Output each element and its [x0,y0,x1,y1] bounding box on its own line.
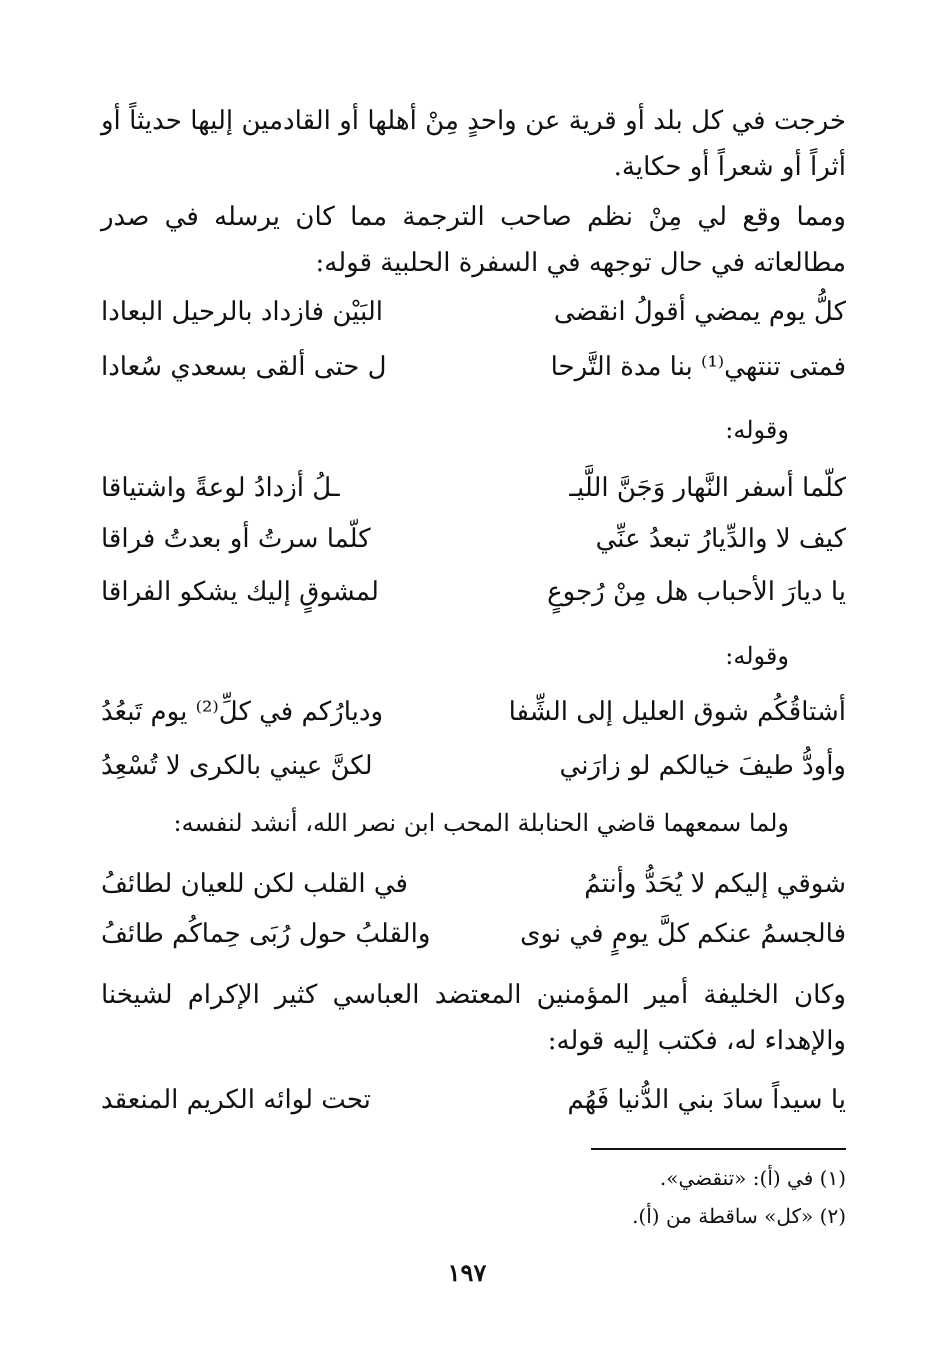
verse-intro: وقوله: [725,642,789,670]
verse-line [101,690,846,734]
paragraph: وكان الخليفة أمير المؤمنين المعتضد العباسي كثير الإكرام لشيخنا والإهداء له، فكتب إليه قوله: [101,980,846,1056]
verse-intro: وقوله: [725,416,789,444]
verse-first-hemistich: كلّما أسفر النَّهار وَجَنَّ اللَّيـ [569,473,846,503]
verse-second-hemistich: تحت لوائه الكريم المنعقد [101,1085,371,1115]
verse-line [101,466,846,510]
verse-second-hemistich: وديارُكم في كلِّ⁽²⁾ يوم تَبعُدُ [101,697,384,727]
verse-first-hemistich: كلُّ يوم يمضي أقولُ انقضى [553,297,846,327]
footnote-separator [591,1148,846,1150]
verse-first-hemistich: يا ديارَ الأحباب هل مِنْ رُجوعٍ [547,577,846,607]
verse-line [101,345,846,389]
verse-second-hemistich: لكنَّ عيني بالكرى لا تُسْعِدُ [101,751,373,781]
verse-second-hemistich: ل حتى ألقى بسعدي سُعادا [101,352,387,382]
verse-first-hemistich: كيف لا والدِّيارُ تبعدُ عنِّي [595,524,846,554]
verse-second-hemistich: البَيْن فازداد بالرحيل البعادا [101,297,384,327]
footnote: (١) في (أ): «تنقضي». [659,1166,846,1190]
verse-second-hemistich: ـلُ أزدادُ لوعةً واشتياقا [101,473,340,503]
footnote: (٢) «كل» ساقطة من (أ). [632,1204,846,1228]
verse-first-hemistich: شوقي إليكم لا يُحَدُّ وأنتمُ [584,869,846,899]
paragraph: ومما وقع لي مِنْ نظم صاحب الترجمة مما كان يرسله في صدر مطالعاته في حال توجهه في السفرة الحلبية قوله: [101,202,846,278]
verse-line [101,517,846,561]
verse-line [101,862,846,906]
verse-first-hemistich: وأودُّ طيفَ خيالكم لو زارَني [559,751,846,781]
paragraph: خرجت في كل بلد أو قرية عن واحدٍ مِنْ أهلها أو القادمين إليها حديثاً أو أثراً أو شعراً أو حكاية. [101,106,846,182]
page-number: ١٩٧ [447,1258,487,1287]
verse-line [101,1078,846,1122]
verse-second-hemistich: والقلبُ حول رُبَى حِماكُم طائفُ [101,919,431,949]
verse-intro: ولما سمعهما قاضي الحنابلة المحب ابن نصر الله، أنشد لنفسه: [173,809,789,837]
verse-line [101,570,846,614]
verse-first-hemistich: أشتاقُكُم شوق العليل إلى الشِّفا [508,697,846,727]
verse-line [101,744,846,788]
verse-first-hemistich: فمتى تنتهي⁽¹⁾ بنا مدة التَّرحا [550,352,846,382]
verse-line [101,912,846,956]
verse-second-hemistich: كلّما سرتُ أو بعدتُ فراقا [101,524,371,554]
verse-second-hemistich: في القلب لكن للعيان لطائفُ [101,869,408,899]
verse-first-hemistich: يا سيداً سادَ بني الدُّنيا فَهُم [567,1085,846,1115]
verse-first-hemistich: فالجسمُ عنكم كلَّ يومٍ في نوى [520,919,846,949]
verse-line [101,290,846,334]
verse-second-hemistich: لمشوقٍ إليك يشكو الفراقا [101,577,379,607]
